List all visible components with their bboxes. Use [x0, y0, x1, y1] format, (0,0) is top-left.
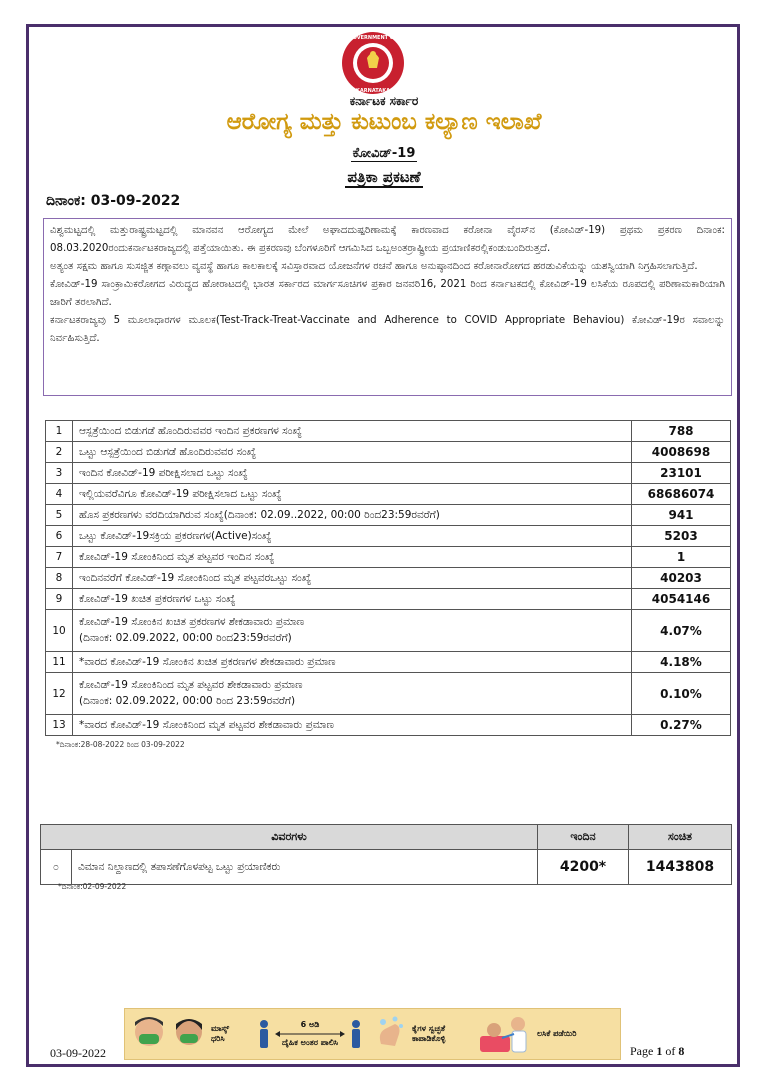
row-value: 788 [632, 421, 731, 442]
handwash-segment [369, 1009, 470, 1059]
release-date: ದಿನಾಂಕ: 03-09-2022 [46, 193, 181, 209]
row-label [73, 421, 632, 442]
row-label-line: ಒಟ್ಟು ಆಸ್ಪತ್ರೆಯಿಂದ ಬಿಡುಗಡೆ ಹೊಂದಿರುವವರ ಸಂಖ್ಯೆ [79, 445, 257, 458]
row-label [73, 568, 632, 589]
row-label [73, 505, 632, 526]
row-value: 4008698 [632, 442, 731, 463]
table-row [46, 463, 731, 484]
page-total: 8 [678, 1044, 685, 1058]
row-label-line: ಇಂದಿನವರೆಗೆ ಕೋವಿಡ್-19 ಸೋಂಕಿನಿಂದ ಮೃತ ಪಟ್ಟವರಒಟ್ಟು ಸಂಖ್ಯೆ [79, 571, 312, 584]
subject-heading: ಕೋವಿಡ್-19 [352, 146, 416, 161]
table-row [46, 610, 731, 652]
safety-banner [124, 1008, 621, 1060]
svg-text:GOVERNMENT OF: GOVERNMENT OF [348, 35, 398, 41]
table-row [46, 442, 731, 463]
row-cumulative-value: 1443808 [629, 850, 732, 885]
department-title: ಆರೋಗ್ಯ ಮತ್ತು ಕುಟುಂಬ ಕಲ್ಯಾಣ ಇಲಾಖೆ [226, 108, 542, 135]
masked-face-icon [131, 1014, 167, 1054]
row-value: 23101 [632, 463, 731, 484]
row-value: 4.18% [632, 652, 731, 673]
column-header-today: ಇಂದಿನ [538, 825, 629, 850]
row-value: 4054146 [632, 589, 731, 610]
handwash-label: ಕೈಗಳ ಸ್ವಚ್ಛತೆ ಕಾಪಾಡಿಕೊಳ್ಳಿ [412, 1024, 446, 1043]
vaccine-segment [470, 1009, 583, 1059]
row-number: 1 [46, 421, 73, 442]
row-label-line: *ವಾರದ ಕೋವಿಡ್-19 ಸೋಂಕಿನ ಖಚಿತ ಪ್ರಕರಣಗಳ ಶೇಕಡಾವಾರು ಪ್ರಮಾಣ [79, 655, 336, 668]
person-icon [257, 1019, 271, 1049]
table-row [46, 421, 731, 442]
government-name: ಕರ್ನಾಟಕ ಸರ್ಕಾರ [349, 94, 419, 108]
row-value: 941 [632, 505, 731, 526]
row-number: 4 [46, 484, 73, 505]
row-value: 0.27% [632, 715, 731, 736]
intro-paragraph: ಕೋವಿಡ್-19 ಸಾಂಕ್ರಾಮಿಕರೋಗದ ವಿರುದ್ಧದ ಹೋರಾಟದಲ್ಲಿ ಭಾರತ ಸರ್ಕಾರದ ಮಾರ್ಗಸೂಚಿಗಳ ಪ್ರಕಾರ ಜನವರಿ16, 2021 ರಿಂದ ಕರ್ನಾಟಕದಲ್ಲಿ ಕೋವಿಡ್-19 ಲಸಿಕೆಯ ರೂಪದಲ್ಲಿ ಪರಿಣಾಮಕಾರಿಯಾಗಿ ಜಾರಿಗೆ ತರಲಾಗಿದೆ. [50, 279, 725, 308]
vaccine-label: ಲಸಿಕೆ ಪಡೆಯಿರಿ [537, 1029, 577, 1038]
table-row [46, 484, 731, 505]
covid-stats-table [45, 420, 731, 736]
row-label-line: (ದಿನಾಂಕ: 02.09.2022, 00:00 ರಿಂದ23:59ರವರೆಗೆ) [79, 632, 292, 644]
row-today-value: 4200* [538, 850, 629, 885]
stats-footnote: *ದಿನಾಂಕ:28-08-2022 ರಿಂದ 03-09-2022 [56, 740, 185, 749]
table-row [46, 505, 731, 526]
row-number: 12 [46, 673, 73, 715]
row-value: 40203 [632, 568, 731, 589]
row-number: 3 [46, 463, 73, 484]
table-row [46, 568, 731, 589]
row-number: 6 [46, 526, 73, 547]
row-label-line: ಆಸ್ಪತ್ರೆಯಿಂದ ಬಿಡುಗಡೆ ಹೊಂದಿರುವವರ ಇಂದಿನ ಪ್ರಕರಣಗಳ ಸಂಖ್ಯೆ [79, 424, 302, 437]
intro-paragraph: ಕರ್ನಾಟಕರಾಜ್ಯವು 5 ಮೂಲಾಧಾರಗಳ ಮೂಲಕ(Test-Track-Treat-Vaccinate and Adherence to COVID Appropriate Behaviou) ಕೋವಿಡ್-19ರ ಸವಾಲನ್ನು ನಿರ್ವಹಿಸುತ್ತಿದೆ. [50, 315, 725, 344]
intro-paragraph: ವಿಶ್ವಮಟ್ಟದಲ್ಲಿ ಮತ್ತುರಾಷ್ಟ್ರಮಟ್ಟದಲ್ಲಿ ಮಾನವನ ಆರೋಗ್ಯದ ಮೇಲೆ ಅಘಾದದುಷ್ಪರಿಣಾಮಕ್ಕೆ ಕಾರಣವಾದ ಕರೋನಾ ವೈರಸ್‌ನ (ಕೋವಿಡ್-19) ಪ್ರಥಮ ಪ್ರಕರಣ ದಿನಾಂಕ: 08.03.2020ರಂದುಕರ್ನಾಟಕರಾಜ್ಯದಲ್ಲಿ ಪತ್ತೆಯಾಯಿತು. ಈ ಪ್ರಕರಣವು ಬೆಂಗಳೂರಿಗೆ ಆಗಮಿಸಿದ ಒಬ್ಬಅಂತರ್ರಾಷ್ಟ್ರೀಯ ಪ್ರಯಾಣಿಕರಲ್ಲಿಕಂಡುಬಂದಿರುತ್ತದೆ. [50, 225, 725, 254]
travellers-header-row [41, 825, 732, 850]
row-number: 10 [46, 610, 73, 652]
row-label [73, 652, 632, 673]
table-row [46, 589, 731, 610]
row-label [73, 547, 632, 568]
row-value: 1 [632, 547, 731, 568]
person-icon [349, 1019, 363, 1049]
row-value: 0.10% [632, 673, 731, 715]
table-row [46, 652, 731, 673]
row-label [73, 715, 632, 736]
distance-value: 6 ಅಡಿ [300, 1020, 320, 1029]
handwash-icon [375, 1014, 407, 1054]
masked-face-icon [172, 1014, 206, 1054]
vaccination-icon [476, 1012, 532, 1056]
row-number: ೦ [41, 850, 72, 885]
mask-label: ಮಾಸ್ಕ್ ಧರಿಸಿ [211, 1024, 230, 1043]
row-label-line: ಕೋವಿಡ್-19 ಖಚಿತ ಪ್ರಕರಣಗಳ ಒಟ್ಟು ಸಂಖ್ಯೆ [79, 592, 236, 605]
row-label-line: ಇಲ್ಲಿಯವರೆವಿಗೂ ಕೋವಿಡ್-19 ಪರೀಕ್ಷಿಸಲಾದ ಒಟ್ಟು ಸಂಖ್ಯೆ [79, 487, 282, 500]
table-row [46, 715, 731, 736]
row-label-line: ಒಟ್ಟು ಕೋವಿಡ್-19ಸಕ್ರಿಯ ಪ್ರಕರಣಗಳ(Active)ಸಂಖ್ಯೆ [79, 529, 272, 542]
row-number: 7 [46, 547, 73, 568]
table-row [46, 526, 731, 547]
row-number: 8 [46, 568, 73, 589]
row-label-line: ಕೋವಿಡ್-19 ಸೋಂಕಿನ ಖಚಿತ ಪ್ರಕರಣಗಳ ಶೇಕಡಾವಾರು ಪ್ರಮಾಣ [79, 616, 305, 628]
press-release-heading: ಪತ್ರಿಕಾ ಪ್ರಕಟಣೆ [347, 168, 421, 186]
travellers-table [40, 824, 732, 885]
page-number: Page 1 of 8 [630, 1044, 685, 1058]
row-number: 2 [46, 442, 73, 463]
intro-box [43, 218, 732, 396]
table-row [41, 850, 732, 885]
row-label-line: (ದಿನಾಂಕ: 02.09.2022, 00:00 ರಿಂದ 23:59ರವರೆಗೆ) [79, 695, 296, 707]
karnataka-emblem-logo [334, 30, 412, 96]
page-current: 1 [656, 1044, 663, 1058]
table-row [46, 547, 731, 568]
row-value: 5203 [632, 526, 731, 547]
row-number: 5 [46, 505, 73, 526]
row-label-line: ಹೊಸ ಪ್ರಕರಣಗಳು ವರದಿಯಾಗಿರುವ ಸಂಖ್ಯೆ(ದಿನಾಂಕ: 02.09..2022, 00:00 ರಿಂದ23:59ರವರೆಗೆ) [79, 508, 440, 521]
row-label [73, 463, 632, 484]
intro-paragraph: ಅತ್ಯಂತ ಸಕ್ಷಮ ಹಾಗೂ ಸುಸಜ್ಜಿತ ಕಣ್ಗಾವಲು ವ್ಯವಸ್ಥೆ ಹಾಗೂ ಕಾಲಕಾಲಕ್ಕೆ ಸವಿಸ್ತಾರವಾದ ಯೋಜನೆಗಳ ರಚನೆ ಹಾಗೂ ಅನುಷ್ಠಾನದಿಂದ ಕರೋನಾರೋಗದ ಹರಡುವಿಕೆಯನ್ನು ಯಶಸ್ವಿಯಾಗಿ ನಿಗ್ರಹಿಸಲಾಗುತ್ತಿದೆ. [50, 261, 698, 272]
row-value: 68686074 [632, 484, 731, 505]
row-label [73, 484, 632, 505]
row-value: 4.07% [632, 610, 731, 652]
distance-label: ದೈಹಿಕ ಅಂತರ ಪಾಲಿಸಿ [281, 1038, 339, 1047]
row-label [73, 610, 632, 652]
row-label-line: ಕೋವಿಡ್-19 ಸೋಂಕಿನಿಂದ ಮೃತ ಪಟ್ಟವರ ಇಂದಿನ ಸಂಖ್ಯೆ [79, 550, 275, 563]
row-label [73, 442, 632, 463]
distance-segment [251, 1009, 369, 1059]
row-label: ವಿಮಾನ ನಿಲ್ದಾಣದಲ್ಲಿ ತಪಾಸಣೆಗೊಳಪಟ್ಟ ಒಟ್ಟು ಪ್ರಯಾಣಿಕರು [72, 850, 538, 885]
svg-text:KARNATAKA: KARNATAKA [356, 88, 390, 94]
row-label-line: ಇಂದಿನ ಕೋವಿಡ್-19 ಪರೀಕ್ಷಿಸಲಾದ ಒಟ್ಟು ಸಂಖ್ಯೆ [79, 466, 248, 479]
mask-segment [125, 1009, 251, 1059]
column-header-details: ವಿವರಗಳು [41, 825, 538, 850]
footer-date: 03-09-2022 [50, 1046, 106, 1060]
double-arrow-icon [275, 1030, 345, 1038]
travellers-footnote: *ದಿನಾಂಕ:02-09-2022 [58, 882, 127, 891]
row-number: 9 [46, 589, 73, 610]
row-label [73, 673, 632, 715]
row-label-line: *ವಾರದ ಕೋವಿಡ್-19 ಸೋಂಕಿನಿಂದ ಮೃತ ಪಟ್ಟವರ ಶೇಕಡಾವಾರು ಪ್ರಮಾಣ [79, 718, 334, 731]
row-label [73, 589, 632, 610]
table-row [46, 673, 731, 715]
row-label [73, 526, 632, 547]
row-number: 13 [46, 715, 73, 736]
column-header-cumulative: ಸಂಚಿತ [629, 825, 732, 850]
row-label-line: ಕೋವಿಡ್-19 ಸೋಂಕಿನಿಂದ ಮೃತ ಪಟ್ಟವರ ಶೇಕಡಾವಾರು ಪ್ರಮಾಣ [79, 679, 303, 691]
row-number: 11 [46, 652, 73, 673]
